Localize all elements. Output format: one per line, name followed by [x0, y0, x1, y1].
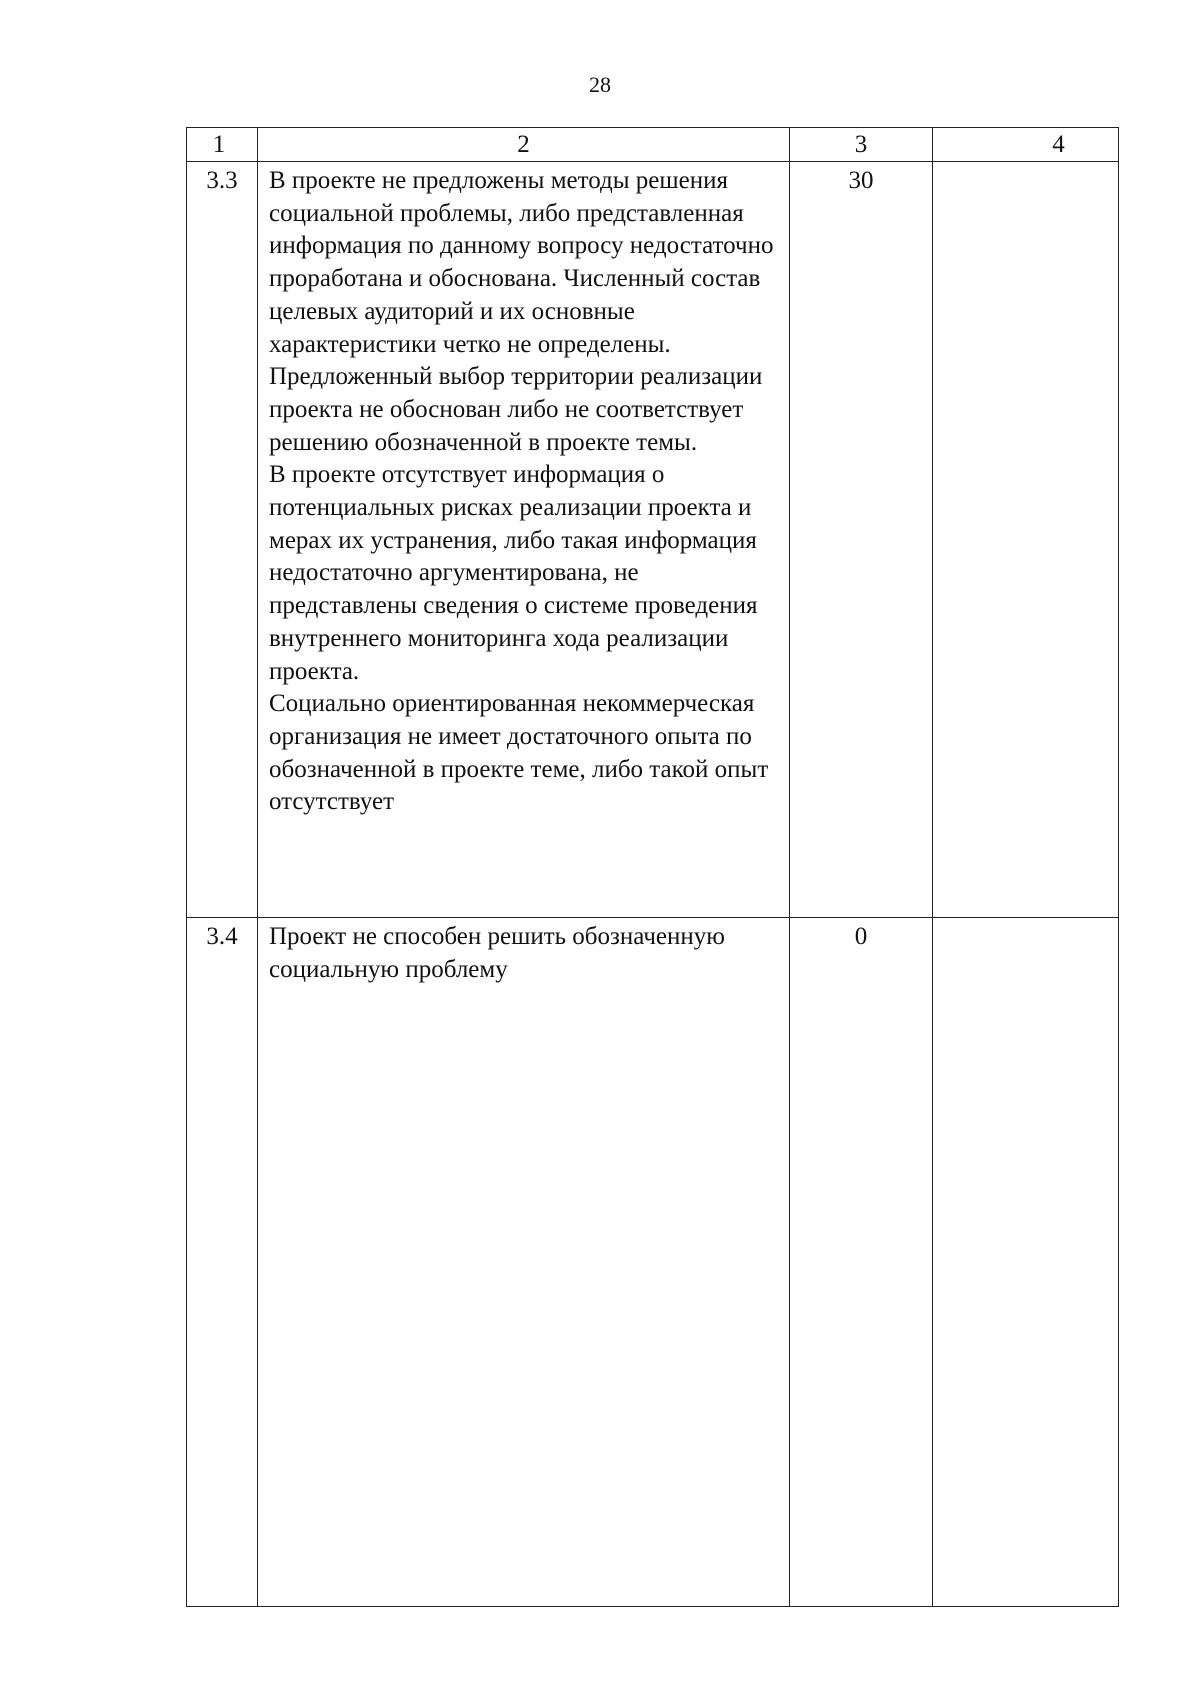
column-header-3: 3 [790, 128, 933, 162]
column-header-2: 2 [258, 128, 790, 162]
table-row [187, 918, 1119, 1607]
row-note [933, 918, 1119, 1607]
criteria-table [186, 127, 1119, 1607]
row-number: 3.3 [187, 162, 258, 918]
page-number: 28 [589, 72, 611, 97]
row-score: 0 [790, 918, 933, 1607]
table-row [187, 162, 1119, 918]
description-paragraph: Социально ориентированная некоммерческая организация не имеет достаточного опыта по обозначенной в проекте теме, либо такой опыт отсутствует [269, 690, 769, 816]
table-header-row [187, 128, 1119, 162]
description-paragraph: Проект не способен решить обозначенную социальную проблему [269, 923, 725, 983]
column-header-4: 4 [933, 128, 1119, 162]
column-header-1: 1 [187, 128, 258, 162]
row-description [258, 162, 790, 918]
row-description [258, 918, 790, 1607]
row-note [933, 162, 1119, 918]
description-paragraph: В проекте отсутствует информация о потенциальных рисках реализации проекта и мерах их устранения, либо такая информация недостаточно аргументирована, не представлены сведения о системе проведения внутреннего мониторинга хода реализации проекта. [269, 461, 758, 685]
description-paragraph: В проекте не предложены методы решения социальной проблемы, либо представленная информация по данному вопросу недостаточно проработана и обоснована. Численный состав целевых аудиторий и их основные характеристики четко не определены. Предложенный выбор территории реализации проекта не обоснован либо не соответствует решению обозначенной в проекте темы. [269, 167, 774, 456]
row-number: 3.4 [187, 918, 258, 1607]
row-score: 30 [790, 162, 933, 918]
